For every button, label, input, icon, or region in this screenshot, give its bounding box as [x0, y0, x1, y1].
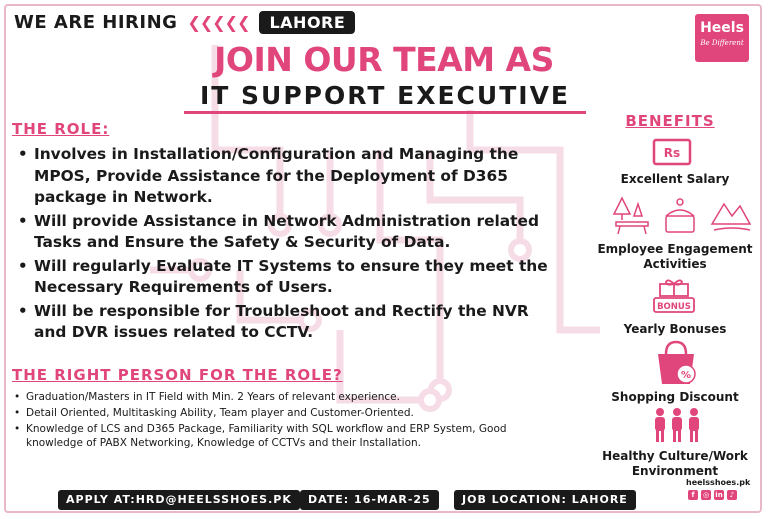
requirement-item: • Knowledge of LCS and D365 Package, Familiarity with SQL workflow and ERP System, Good knowledge of PABX Networking, Knowledge of CCTVs and their Installation. — [12, 422, 532, 450]
bonus-gift-icon — [652, 278, 696, 318]
role-list — [18, 144, 558, 346]
location-bar: JOB LOCATION: LAHORE — [454, 490, 636, 510]
website-text[interactable]: heelsshoes.pk — [686, 478, 751, 487]
requirement-item: • Detail Oriented, Multitasking Ability, Team player and Customer-Oriented. — [12, 406, 532, 420]
city-badge: LAHORE — [259, 11, 355, 34]
social-links — [688, 490, 737, 500]
requirements-list — [12, 390, 532, 452]
shopping-bag-icon — [652, 340, 700, 388]
instagram-icon[interactable]: ◎ — [702, 491, 710, 499]
headline: JOIN OUR TEAM AS — [214, 40, 554, 79]
role-item: • Will regularly Evaluate IT Systems to ensure they meet the Necessary Requirements of Users. — [18, 256, 558, 299]
we-are-hiring-text: WE ARE HIRING — [14, 11, 178, 33]
benefits-title: BENEFITS — [625, 112, 715, 130]
svg-text:%: % — [680, 370, 692, 381]
chevrons-icon: ❮❮❮❮❮ — [187, 12, 250, 32]
role-item: • Will be responsible for Troubleshoot and Rectify the NVR and DVR issues related to CCTV. — [18, 301, 558, 344]
rupee-text: Rs — [663, 146, 681, 160]
benefit-discount: Shopping Discount — [611, 390, 739, 404]
requirement-item: • Graduation/Masters in IT Field with Min. 2 Years of relevant experience. — [12, 390, 532, 404]
bonus-text: BONUS — [657, 302, 691, 312]
people-icon — [652, 406, 702, 446]
benefit-salary: Excellent Salary — [620, 172, 730, 186]
logo-tagline: Be Different — [700, 39, 744, 47]
title-underline — [184, 111, 586, 114]
tiktok-icon[interactable]: ♪ — [727, 490, 737, 500]
benefit-bonus: Yearly Bonuses — [623, 322, 727, 336]
apply-email-bar[interactable]: APPLY AT:HRD@HEELSSHOES.PK — [58, 490, 300, 510]
position-title: IT SUPPORT EXECUTIVE — [199, 81, 570, 110]
facebook-icon[interactable]: f — [688, 490, 698, 500]
date-bar: DATE: 16-MAR-25 — [300, 490, 439, 510]
logo-brand: Heels — [700, 20, 744, 36]
hiring-banner — [14, 8, 355, 36]
benefit-engagement: Employee Engagement Activities — [597, 242, 753, 271]
role-item: • Will provide Assistance in Network Administration related Tasks and Ensure the Safety & Security of Data. — [18, 211, 558, 254]
person-section-title: THE RIGHT PERSON FOR THE ROLE? — [12, 366, 343, 384]
role-section-title: THE ROLE: — [12, 120, 110, 138]
role-item: • Involves in Installation/Configuration and Managing the MPOS, Provide Assistance for the Deployment of D365 package in Network. — [18, 144, 558, 209]
linkedin-icon[interactable]: in — [715, 491, 723, 499]
benefit-culture: Healthy Culture/Work Environment — [602, 449, 748, 478]
activities-icon — [608, 194, 754, 238]
rupee-icon — [652, 138, 692, 166]
